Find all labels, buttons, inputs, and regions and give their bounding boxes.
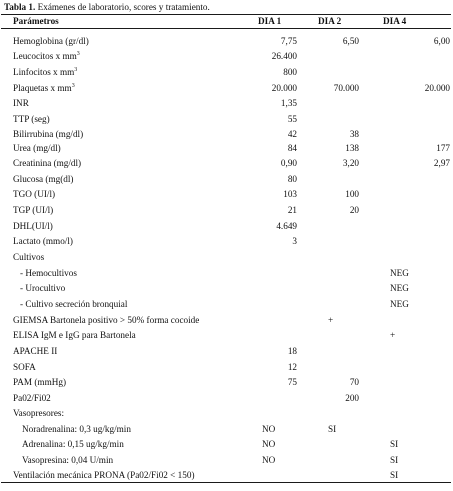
table-bottom-rule (1, 482, 451, 483)
table-row (0, 140, 453, 156)
row-parameter (13, 48, 80, 64)
row-parameter-label: Urea (mg/dl) (13, 143, 61, 153)
row-parameter-label: Adrenalina: 0,15 ug/kg/min (22, 439, 124, 449)
row-value-dia-2: 6,50 (342, 36, 359, 46)
row-parameter-superscript: 3 (74, 67, 78, 73)
row-value-dia-2: + (328, 315, 334, 325)
row-parameter-superscript: 3 (71, 83, 75, 89)
row-value-dia-1: 84 (287, 143, 297, 153)
row-parameter (13, 171, 73, 187)
row-parameter (13, 390, 51, 406)
row-parameter (13, 155, 81, 171)
row-parameter (13, 233, 73, 249)
row-value-dia-2: 20 (349, 205, 359, 215)
row-value-dia-1: 4.649 (276, 221, 297, 231)
row-parameter (13, 374, 66, 390)
row-value-dia-1: 75 (287, 377, 297, 387)
row-value-dia-2: SI (328, 424, 337, 434)
row-parameter-label: - Hemocultivos (20, 268, 77, 278)
row-value-dia-1: 42 (287, 129, 297, 139)
row-parameter-label: - Cultivo secreción bronquial (20, 299, 128, 309)
table-row (0, 374, 453, 390)
table-header-row (0, 13, 453, 29)
row-value-dia-1: 1,35 (280, 98, 297, 108)
row-parameter (13, 312, 199, 328)
row-parameter-label: APACHE II (13, 346, 58, 356)
row-value-dia-2: 100 (345, 189, 359, 199)
row-parameter-label: DHL(UI/l) (13, 221, 53, 231)
row-parameter-label: Hemoglobina (gr/dl) (13, 36, 89, 46)
row-parameter (22, 452, 113, 468)
table-caption-text: Exámenes de laboratorio, scores y tratamiento. (35, 2, 210, 12)
row-value-dia-4: 6,00 (433, 36, 450, 46)
row-value-dia-4: 177 (436, 143, 450, 153)
row-value-dia-1: 103 (283, 189, 297, 199)
row-parameter (13, 64, 77, 80)
table-row (0, 467, 453, 483)
row-parameter (13, 405, 64, 421)
row-parameter (20, 296, 127, 312)
row-value-dia-4: 20.000 (424, 83, 450, 93)
table-row (0, 218, 453, 234)
row-parameter (20, 265, 77, 281)
table-row (0, 155, 453, 171)
row-parameter-label: Creatinina (mg/dl) (13, 158, 82, 168)
row-parameter (13, 111, 50, 127)
row-parameter-label: TGP (UI/l) (13, 205, 54, 215)
table-row (0, 421, 453, 437)
row-parameter (13, 218, 53, 234)
row-parameter-label: - Urocultivo (20, 283, 66, 293)
row-parameter-label: PAM (mmHg) (13, 377, 67, 387)
table-row (0, 390, 453, 406)
row-value-dia-1: 55 (287, 114, 297, 124)
table-row (0, 64, 453, 80)
row-parameter (13, 80, 75, 96)
row-value-dia-2: 38 (349, 129, 359, 139)
row-value-dia-1: 3 (292, 236, 297, 246)
row-parameter (13, 186, 55, 202)
row-value-dia-1: 80 (287, 174, 297, 184)
row-parameter-label: Vasopresores: (13, 408, 65, 418)
row-parameter-label: Noradrenalina: 0,3 ug/kg/min (22, 424, 131, 434)
row-value-dia-4: + (390, 330, 396, 340)
table-row (0, 327, 453, 343)
row-value-dia-2: 70 (349, 377, 359, 387)
row-parameter-label: Pa02/Fi02 (13, 393, 51, 403)
row-value-dia-1: NO (262, 455, 276, 465)
row-parameter-label: INR (13, 98, 29, 108)
row-parameter (13, 33, 89, 49)
row-value-dia-1: 0,90 (280, 158, 297, 168)
table-row (0, 33, 453, 49)
row-value-dia-4: 2,97 (433, 158, 450, 168)
table-row (0, 171, 453, 187)
row-parameter (22, 421, 131, 437)
row-parameter-label: TGO (UI/l) (13, 189, 56, 199)
row-parameter-label: TTP (seg) (13, 114, 50, 124)
row-value-dia-4: SI (390, 470, 399, 480)
table-row (0, 280, 453, 296)
row-parameter-label: Vasopresina: 0,04 U/min (22, 455, 114, 465)
row-parameter (13, 249, 44, 265)
row-value-dia-4: NEG (390, 299, 409, 309)
table-row (0, 312, 453, 328)
table-row (0, 343, 453, 359)
header-parametros: Parámetros (13, 16, 59, 26)
row-value-dia-1: 20.000 (271, 83, 297, 93)
header-dia-4: DIA 4 (383, 16, 407, 26)
row-parameter-superscript: 3 (76, 51, 80, 57)
row-parameter-label: Glucosa (mg(dl) (13, 174, 74, 184)
table-row (0, 95, 453, 111)
table-row (0, 265, 453, 281)
table-caption (4, 2, 210, 13)
row-parameter (13, 467, 195, 483)
header-dia-1: DIA 1 (258, 16, 282, 26)
table-row (0, 186, 453, 202)
table-row (0, 452, 453, 468)
row-value-dia-4: NEG (390, 268, 409, 278)
row-parameter-label: Linfocitos x mm (13, 67, 75, 77)
table-row (0, 249, 453, 265)
table-header-rule (1, 28, 451, 29)
table-row (0, 233, 453, 249)
row-value-dia-2: 200 (345, 393, 359, 403)
table-row (0, 359, 453, 375)
row-value-dia-1: 18 (287, 346, 297, 356)
row-parameter-label: Lactato (mmo/l) (13, 236, 73, 246)
row-value-dia-4: SI (390, 439, 399, 449)
row-parameter-label: Plaquetas x mm (13, 83, 72, 93)
table-row (0, 436, 453, 452)
row-parameter-label: ELISA IgM e IgG para Bartonela (13, 330, 136, 340)
table-row (0, 202, 453, 218)
row-parameter-label: Leucocitos x mm (13, 51, 77, 61)
row-parameter (13, 140, 61, 156)
row-parameter (13, 343, 57, 359)
row-value-dia-2: 3,20 (342, 158, 359, 168)
row-value-dia-1: NO (262, 439, 276, 449)
table-row (0, 111, 453, 127)
table-caption-label: Tabla 1. (4, 2, 36, 12)
row-parameter-label: SOFA (13, 362, 36, 372)
row-value-dia-1: 7,75 (280, 36, 297, 46)
row-value-dia-1: 26.400 (271, 51, 297, 61)
row-parameter (13, 327, 136, 343)
row-value-dia-1: 12 (287, 362, 297, 372)
row-parameter-label: Cultivos (13, 252, 45, 262)
row-parameter (20, 280, 65, 296)
row-parameter (13, 95, 29, 111)
row-value-dia-4: NEG (390, 283, 409, 293)
header-dia-2: DIA 2 (318, 16, 342, 26)
row-parameter-label: Bilirrubina (mg/dl) (13, 129, 84, 139)
table-row (0, 296, 453, 312)
row-parameter (13, 202, 53, 218)
row-value-dia-1: NO (262, 424, 276, 434)
row-value-dia-4: SI (390, 455, 399, 465)
row-value-dia-2: 70.000 (333, 83, 359, 93)
row-parameter (13, 359, 36, 375)
row-value-dia-1: 800 (283, 67, 297, 77)
table-row (0, 48, 453, 64)
row-value-dia-1: 21 (287, 205, 297, 215)
table-row (0, 80, 453, 96)
row-parameter-label: Ventilación mecánica PRONA (Pa02/Fi02 < 150) (13, 470, 195, 480)
row-parameter (22, 436, 124, 452)
row-parameter-label: GIEMSA Bartonela positivo > 50% forma cocoide (13, 315, 200, 325)
table-row (0, 405, 453, 421)
row-value-dia-2: 138 (345, 143, 359, 153)
